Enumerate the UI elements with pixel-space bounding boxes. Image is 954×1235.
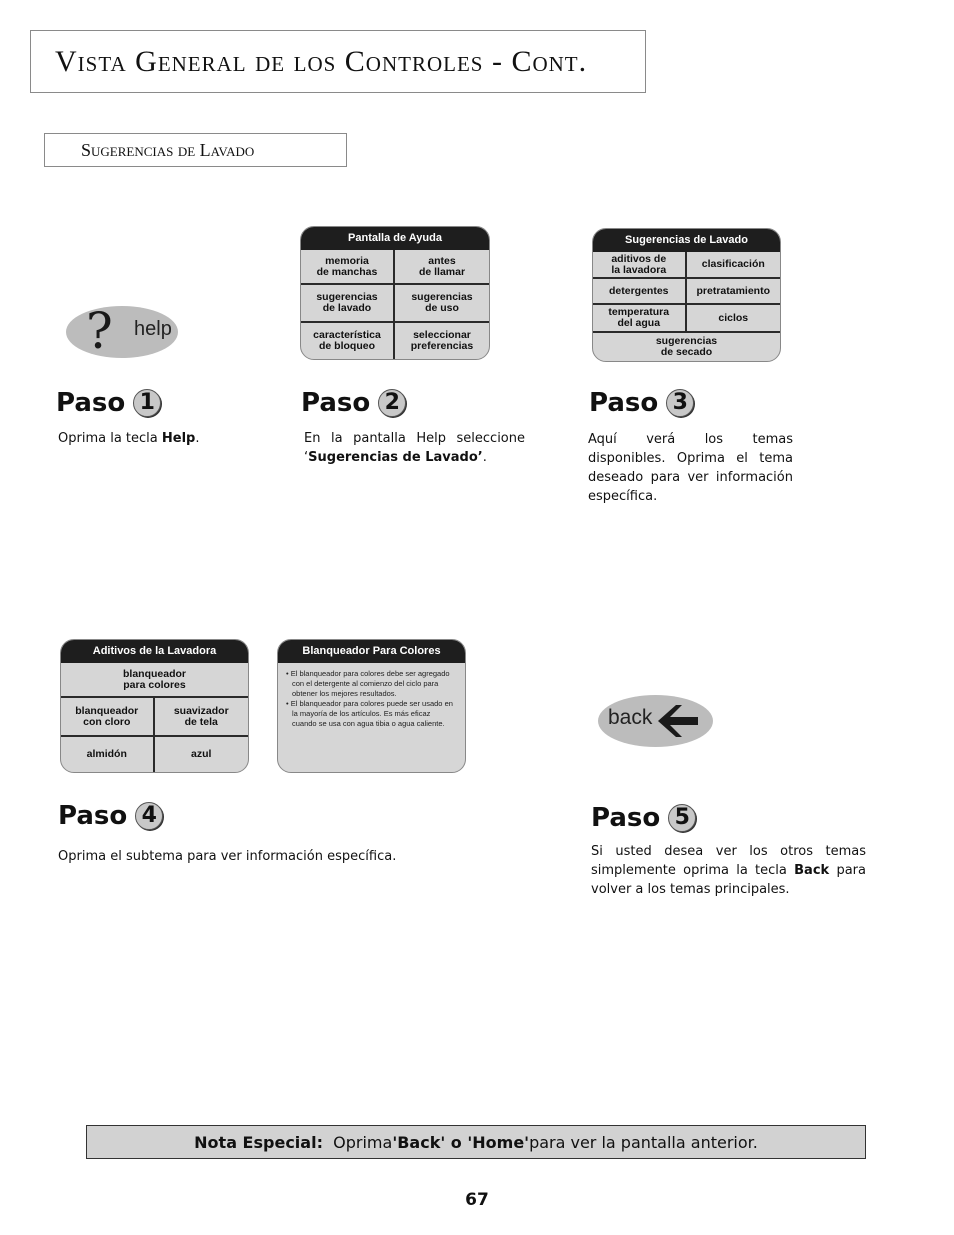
color-bleach-screen: [277, 639, 466, 773]
paso-2-text-prefix: En la pantalla Help seleccione ‘: [304, 431, 525, 465]
wash-tips-screen-title: Sugerencias de Lavado: [593, 229, 780, 252]
wash-tips-screen: [592, 228, 781, 362]
help-option-sugerencias-de-uso[interactable]: sugerencias de uso: [395, 285, 489, 323]
paso-3-heading: [589, 388, 694, 418]
section-title-box: [44, 133, 347, 167]
page-number: 67: [465, 1190, 489, 1210]
help-option-bloqueo[interactable]: característica de bloqueo: [301, 323, 395, 359]
back-label: back: [608, 706, 653, 729]
special-note: [86, 1125, 866, 1159]
paso-1-heading: [56, 388, 161, 418]
additive-blanqueador-cloro[interactable]: blanqueador con cloro: [61, 698, 155, 737]
paso-5-label: Paso: [591, 803, 661, 833]
special-note-label: Nota Especial:: [194, 1132, 323, 1152]
paso-2-text-bold: Sugerencias de Lavado’: [308, 450, 483, 465]
paso-5-text-suffix: para volver a los temas principales.: [591, 863, 866, 897]
help-screen-title: Pantalla de Ayuda: [301, 227, 489, 250]
paso-2-text: [304, 429, 525, 467]
page-title-box: [30, 30, 646, 93]
paso-1-text: [58, 429, 278, 448]
paso-3-label: Paso: [589, 388, 659, 418]
paso-1-label: Paso: [56, 388, 126, 418]
special-note-bold: 'Back' o 'Home': [392, 1132, 530, 1152]
help-button-icon: [66, 302, 178, 360]
paso-4-number: 4: [135, 802, 163, 830]
help-screen: [300, 226, 490, 360]
paso-1-text-suffix: .: [195, 431, 200, 446]
additives-screen-title: Aditivos de la Lavadora: [61, 640, 248, 663]
paso-2-number: 2: [378, 389, 406, 417]
additive-suavizador[interactable]: suavizador de tela: [155, 698, 249, 737]
paso-5-number: 5: [668, 804, 696, 832]
paso-5-heading: [591, 803, 696, 833]
topic-secado[interactable]: sugerencias de secado: [655, 335, 718, 358]
paso-1-number: 1: [133, 389, 161, 417]
color-bleach-bullet-1: • El blanqueador para colores debe ser agregado con el detergente al comienzo del ciclo para obtener los mejores resultados.: [286, 669, 450, 698]
paso-3-text: Aquí verá los temas disponibles. Oprima el tema deseado para ver información específica.: [588, 432, 793, 504]
topic-detergentes[interactable]: detergentes: [593, 279, 687, 305]
left-arrow-icon: [656, 703, 700, 739]
additive-azul[interactable]: azul: [191, 748, 212, 760]
paso-2-heading: [301, 388, 406, 418]
help-label: help: [134, 318, 172, 340]
topic-aditivos[interactable]: aditivos de la lavadora: [593, 252, 687, 279]
additive-blanqueador-colores[interactable]: blanqueador para colores: [61, 663, 248, 698]
color-bleach-screen-title: Blanqueador Para Colores: [278, 640, 465, 663]
paso-5-text: [591, 842, 866, 899]
special-note-t2: para ver la pantalla anterior.: [529, 1132, 758, 1152]
help-option-antes-de-llamar[interactable]: antes de llamar: [395, 250, 489, 285]
color-bleach-bullet-2: • El blanqueador para colores puede ser usado en la mayoría de los artículos. Es más eficaz cuando se usa con agua tibia o agua caliente.: [286, 699, 453, 728]
paso-4-label: Paso: [58, 801, 128, 831]
paso-4-text: Oprima el subtema para ver información específica.: [58, 849, 397, 864]
additives-screen: [60, 639, 249, 773]
paso-1-text-bold: Help: [161, 431, 196, 446]
paso-5-text-bold: Back: [794, 863, 830, 878]
topic-pretratamiento[interactable]: pretratamiento: [687, 279, 781, 305]
additive-almidon[interactable]: almidón: [61, 737, 155, 772]
topic-ciclos[interactable]: ciclos: [687, 305, 781, 333]
section-title: Sugerencias de Lavado: [81, 140, 255, 160]
paso-2-text-suffix: .: [482, 450, 487, 465]
question-mark-icon: ?: [86, 302, 113, 360]
page-title: Vista General de los Controles - Cont.: [55, 45, 588, 78]
help-option-sugerencias-de-lavado[interactable]: sugerencias de lavado: [301, 285, 395, 323]
paso-5-text-prefix: Si usted desea ver los otros temas simplemente oprima la tecla: [591, 844, 866, 878]
paso-4-heading: [58, 801, 163, 831]
topic-clasificacion[interactable]: clasificación: [687, 252, 781, 279]
paso-1-text-prefix: Oprima la tecla: [58, 431, 162, 446]
topic-temperatura[interactable]: temperatura del agua: [593, 305, 687, 333]
paso-2-label: Paso: [301, 388, 371, 418]
back-button-icon: [598, 695, 713, 747]
paso-3-number: 3: [666, 389, 694, 417]
help-option-memoria[interactable]: memoria de manchas: [301, 250, 395, 285]
help-option-preferencias[interactable]: seleccionar preferencias: [410, 329, 474, 352]
special-note-t1: Oprima: [333, 1132, 393, 1152]
